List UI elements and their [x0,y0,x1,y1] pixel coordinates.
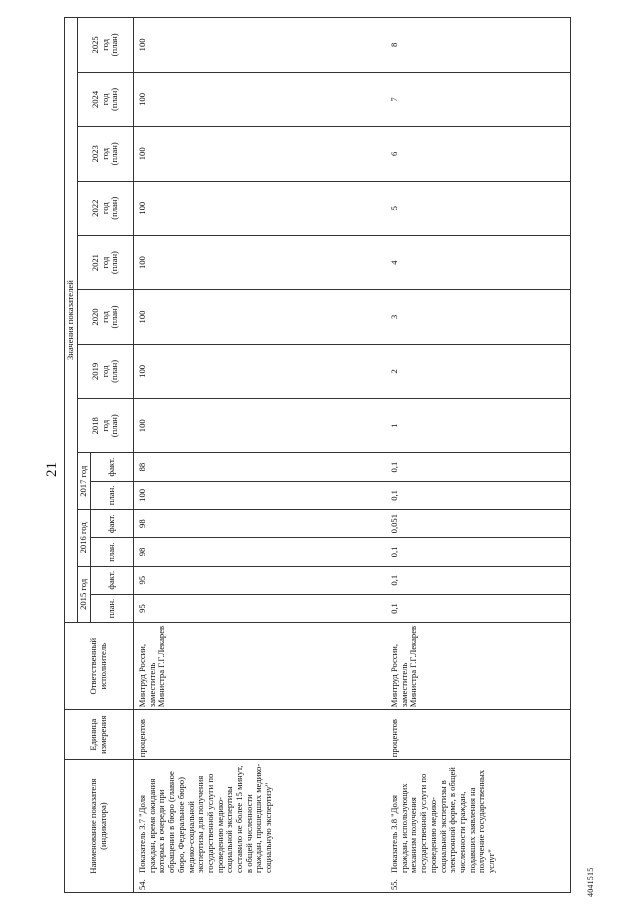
value-cell: 98 [134,538,387,566]
value-cell: 0,051 [386,510,571,538]
header-plan: план. [91,594,134,622]
indicators-table [64,17,571,893]
value-cell: 88 [134,453,387,481]
unit-cell: процентов [134,710,387,760]
header-name: Наименование показателя (индикатора) [65,760,134,893]
indicator-name: Показатель 3.7 "Доля граждан, время ожидания которых в очереди при обращении в бюро (главное бюро, Федеральное бюро) медико-социальной экспертизы для получения государственной услуги по проведению медико-социальной экспертизы составило не более 15 минут, в общей численности граждан, прошедших медико-социальную экспертизу" [137,763,274,873]
value-cell: 100 [134,344,387,398]
header-year-2017: 2017 год [78,453,91,510]
responsible-cell: Минтруд России, заместитель Министра Г.Г.Лекарев [386,623,571,710]
header-plan-year: 2023 год (план) [78,127,134,181]
header-responsible: Ответственный исполнитель [65,623,134,710]
document-code: 4041515 [586,867,595,897]
value-cell: 100 [134,235,387,289]
header-fact: факт. [91,566,134,594]
value-cell: 0,1 [386,566,571,594]
value-cell: 2 [386,344,571,398]
value-cell: 100 [134,127,387,181]
value-cell: 100 [134,181,387,235]
value-cell: 0,1 [386,481,571,509]
unit-cell: процентов [386,710,571,760]
header-plan-year: 2024 год (план) [78,72,134,126]
header-plan-year: 2018 год (план) [78,399,134,453]
header-plan-year: 2021 год (план) [78,235,134,289]
value-cell: 95 [134,566,387,594]
header-year-2016: 2016 год [78,510,91,567]
value-cell: 100 [134,290,387,344]
value-cell: 100 [134,72,387,126]
value-cell: 0,1 [386,594,571,622]
value-cell: 5 [386,181,571,235]
value-cell: 8 [386,18,571,73]
header-year-2015: 2015 год [78,566,91,623]
header-plan-year: 2022 год (план) [78,181,134,235]
value-cell: 6 [386,127,571,181]
value-cell: 100 [134,18,387,73]
header-plan-year: 2025 год (план) [78,18,134,73]
indicator-name: Показатель 3.8 "Доля граждан, использующих механизм получения государственной услуги по проведению медико-социальной экспертизы в электронной форме, в общей численности граждан, подавших заявления на получение государственных услуг" [389,767,497,873]
value-cell: 0,1 [386,453,571,481]
header-plan-year: 2019 год (план) [78,344,134,398]
row-number: 55. [389,879,399,890]
header-unit: Единица измерения [65,710,134,760]
table-row [134,18,387,893]
value-cell: 100 [134,481,387,509]
value-cell: 7 [386,72,571,126]
value-cell: 100 [134,399,387,453]
header-fact: факт. [91,453,134,481]
header-plan-year: 2020 год (план) [78,290,134,344]
header-fact: факт. [91,510,134,538]
indicator-name-cell [386,760,571,893]
value-cell: 95 [134,594,387,622]
value-cell: 3 [386,290,571,344]
header-plan: план. [91,481,134,509]
row-number: 54. [137,879,147,890]
header-values-group: Значения показателей [65,18,78,623]
value-cell: 0,1 [386,538,571,566]
value-cell: 1 [386,399,571,453]
responsible-cell: Минтруд России, заместитель Министра Г.Г.Лекарев [134,623,387,710]
page-number: 21 [44,462,60,477]
header-plan: план. [91,538,134,566]
value-cell: 98 [134,510,387,538]
value-cell: 4 [386,235,571,289]
table-row [386,18,571,893]
indicator-name-cell [134,760,387,893]
